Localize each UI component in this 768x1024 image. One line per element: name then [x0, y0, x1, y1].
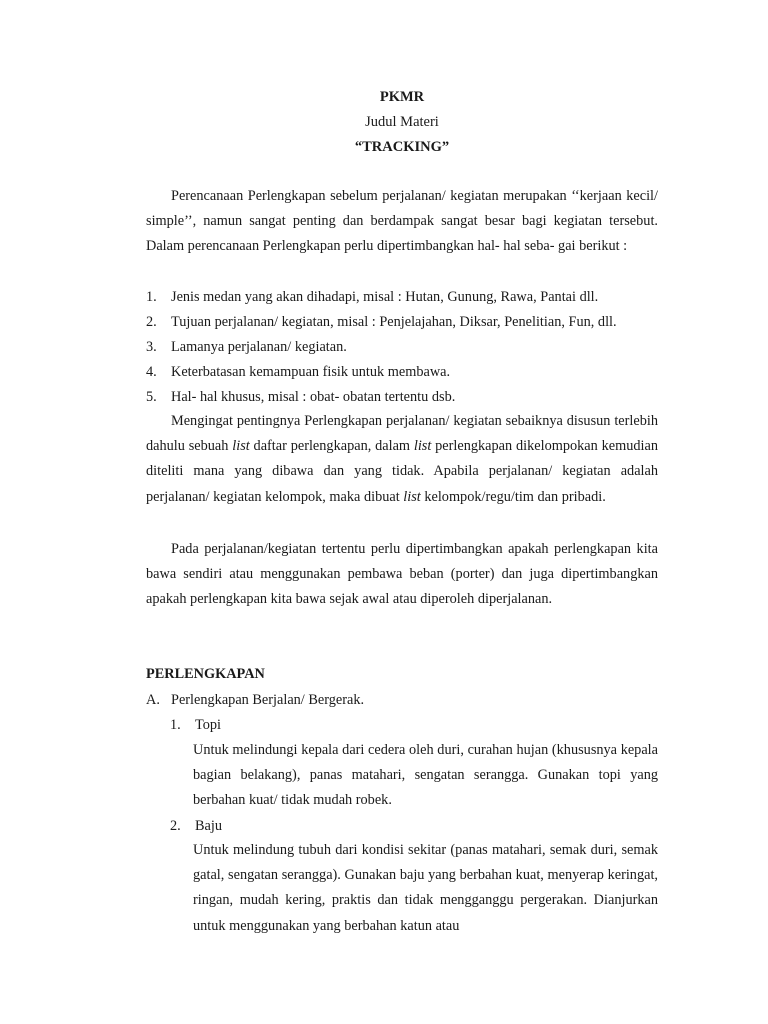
topic-title: “TRACKING”: [354, 139, 450, 155]
subsection-label: A.: [146, 692, 160, 708]
list-item-text: Keterbatasan kemampuan fisik untuk membawa.: [171, 364, 451, 380]
list-item-text: Jenis medan yang akan dihadapi, misal : Hutan, Gunung, Rawa, Pantai dll.: [171, 289, 599, 305]
material-subtitle: Judul Materi: [365, 114, 439, 130]
item-name: Baju: [195, 818, 223, 834]
section-heading: PERLENGKAPAN: [146, 666, 265, 682]
list-item-text: Lamanya perjalanan/ kegiatan.: [171, 339, 347, 355]
list-item-number: 3.: [146, 339, 157, 355]
item-topi-description: Untuk melindungi kepala dari cedera oleh duri, curahan hujan (khususnya kepala bagian belakang), panas matahari, sengatan serangga. Gunakan topi yang berbahan kuat/ tidak mudah robek.: [193, 742, 658, 809]
list-item-number: 5.: [146, 389, 157, 405]
subsection-title: Perlengkapan Berjalan/ Bergerak.: [171, 692, 365, 708]
item-name: Topi: [195, 717, 222, 733]
paragraph-text: kelompok/regu/tim dan pribadi.: [420, 488, 606, 505]
list-item-number: 2.: [146, 314, 157, 330]
item-number: 2.: [170, 818, 181, 834]
emphasis-list: list: [232, 438, 250, 455]
list-usage-paragraph: [146, 409, 658, 510]
list-item-number: 4.: [146, 364, 157, 380]
paragraph-text: perlengkapan dikelompokan kemudian diteliti mana yang dibawa dan yang tidak. Apabila perjalanan/ kegiatan adalah perjalanan/ kegiatan kelompok, maka dibuat: [146, 438, 658, 505]
emphasis-list: list: [403, 488, 421, 505]
intro-paragraph: Perencanaan Perlengkapan sebelum perjalanan/ kegiatan merupakan ‘‘kerjaan kecil/ simple’’, namun sangat penting dan berdampak sangat besar bagi kegiatan tersebut. Dalam perencanaan Perlengkapan perlu dipertimbangkan hal- hal seba- gai berikut :: [146, 188, 658, 255]
org-title: PKMR: [379, 89, 425, 105]
item-number: 1.: [170, 717, 181, 733]
item-baju-description: Untuk melindung tubuh dari kondisi sekitar (panas matahari, semak duri, semak gatal, sengatan serangga). Gunakan baju yang berbahan kuat, menyerap keringat, ringan, mudah kering, praktis dan tidak mengganggu pergerakan. Dianjurkan untuk menggunakan yang berbahan katun atau: [193, 842, 658, 934]
paragraph-text: daftar perlengkapan, dalam: [249, 438, 414, 455]
paragraph-text: Mengingat pentingnya Perlengkapan perjalanan/ kegiatan sebaiknya disusun terlebih dahulu sebuah: [146, 413, 658, 455]
list-item-text: Hal- hal khusus, misal : obat- obatan tertentu dsb.: [171, 389, 456, 405]
emphasis-list: list: [413, 438, 432, 455]
list-item-number: 1.: [146, 289, 157, 305]
porter-paragraph: Pada perjalanan/kegiatan tertentu perlu dipertimbangkan apakah perlengkapan kita bawa sendiri atau menggunakan pembawa beban (porter) dan juga dipertimbangkan apakah perlengkapan kita bawa sejak awal atau diperoleh diperjalanan.: [146, 541, 658, 608]
list-item-text: Tujuan perjalanan/ kegiatan, misal : Penjelajahan, Diksar, Penelitian, Fun, dll.: [171, 314, 617, 330]
